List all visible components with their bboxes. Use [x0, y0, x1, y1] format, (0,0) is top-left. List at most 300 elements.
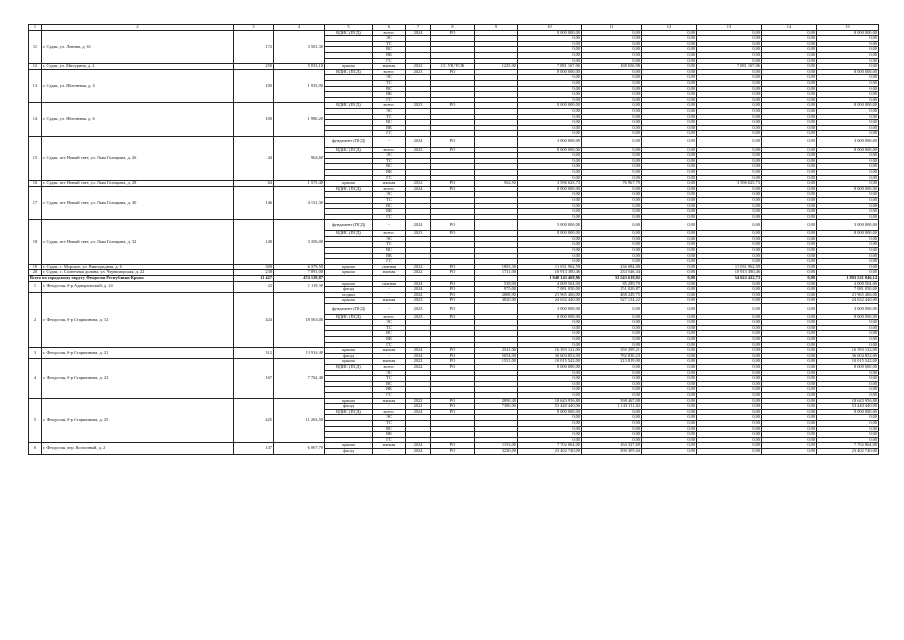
data-cell: 0,00 — [762, 247, 817, 253]
data-cell: 0,00 — [762, 36, 817, 42]
data-cell: 0,00 — [582, 86, 642, 92]
row-number: 16 — [29, 181, 42, 187]
data-cell: 0,00 — [582, 209, 642, 215]
data-cell: 0,00 — [582, 36, 642, 42]
data-cell: ВК — [373, 253, 406, 259]
data-cell: 0,00 — [762, 404, 817, 410]
data-cell: 538,00 — [475, 281, 518, 287]
data-cell: 0,00 — [582, 108, 642, 114]
data-cell: 0,00 — [817, 209, 879, 215]
data-cell: фундамент (ПСД) — [325, 220, 373, 231]
data-cell: 0,00 — [518, 125, 582, 131]
data-cell: ЭС — [373, 75, 406, 81]
data-cell: 8 000 000,00 — [817, 30, 879, 36]
data-cell: - — [373, 303, 406, 314]
data-cell: 0,00 — [642, 58, 697, 64]
data-cell: 0,00 — [642, 253, 697, 259]
data-cell: крыша — [325, 298, 373, 304]
data-cell: ЭС — [373, 192, 406, 198]
data-cell: 0,00 — [817, 58, 879, 64]
data-cell: 21 965 466,00 — [817, 292, 879, 298]
data-cell: 0,00 — [817, 158, 879, 164]
row-number: 13 — [29, 69, 42, 103]
data-cell: 2023 — [406, 298, 431, 304]
data-cell: 8 000 000,00 — [817, 409, 879, 415]
data-cell: 0,00 — [697, 186, 762, 192]
data-cell: ВС — [373, 247, 406, 253]
data-cell: 0,00 — [582, 125, 642, 131]
data-cell: ВК — [373, 209, 406, 215]
apartments-cell: 44 — [234, 136, 274, 180]
data-cell: 0,00 — [582, 253, 642, 259]
data-cell: 0,00 — [697, 348, 762, 354]
row-number: 5 — [29, 398, 42, 443]
data-cell: 0,00 — [817, 192, 879, 198]
data-cell: 0,00 — [817, 370, 879, 376]
data-cell: 0,00 — [642, 136, 697, 147]
data-cell: 0,00 — [697, 420, 762, 426]
data-cell: 0,00 — [762, 275, 817, 281]
data-cell: РО — [431, 181, 475, 187]
data-cell: 0,00 — [697, 365, 762, 371]
data-cell: ВС — [373, 86, 406, 92]
data-cell: 2024 — [406, 409, 431, 415]
data-cell: 0,00 — [697, 114, 762, 120]
data-cell: всего: — [373, 147, 406, 153]
data-cell: 0,00 — [762, 281, 817, 287]
data-cell: 0,00 — [642, 298, 697, 304]
data-cell: 0,00 — [582, 381, 642, 387]
data-cell: 0,00 — [697, 203, 762, 209]
data-cell: 2025 — [406, 147, 431, 153]
data-cell: 0,00 — [817, 36, 879, 42]
data-cell: 2022 — [406, 264, 431, 270]
data-cell: 0,00 — [582, 69, 642, 75]
data-cell: 24 632 440,00 — [518, 298, 582, 304]
data-cell: 2023 — [406, 303, 431, 314]
address-cell: г. Феодосия, б-р Адмиральский, д. 24 — [42, 281, 234, 292]
data-cell: 0,00 — [762, 58, 817, 64]
data-cell: 3 000 000,00 — [518, 136, 582, 147]
data-cell: 0,00 — [697, 242, 762, 248]
data-cell: 4 009 504,00 — [817, 281, 879, 287]
data-cell: 0,00 — [697, 131, 762, 137]
data-cell: 8 000 000,00 — [518, 365, 582, 371]
data-cell: 0,00 — [762, 331, 817, 337]
area-cell: 1 935,00 — [274, 69, 325, 103]
data-cell: 0,00 — [518, 58, 582, 64]
data-cell: 0,00 — [582, 259, 642, 265]
data-cell: ВК — [373, 92, 406, 98]
data-cell: 0,00 — [642, 381, 697, 387]
address-cell: г. Судак, пгт Новый свет, ул. Льва Голицына, д. 30 — [42, 186, 234, 220]
data-cell: 2890,40 — [475, 398, 518, 404]
data-cell: 3 000 000,00 — [817, 220, 879, 231]
apartments-cell: 300 — [234, 264, 274, 270]
apartments-cell: 146 — [234, 186, 274, 220]
data-cell: 0,00 — [817, 181, 879, 187]
data-cell: 0,00 — [582, 120, 642, 126]
data-cell: 2024 — [406, 292, 431, 298]
data-cell: ВДИС (ПСД) — [325, 409, 373, 415]
data-cell: 0,00 — [697, 153, 762, 159]
data-cell: 0,00 — [582, 220, 642, 231]
data-cell: 0,00 — [762, 231, 817, 237]
data-cell: 0,00 — [817, 426, 879, 432]
address-cell: г. Судак, пгт Новый свет, ул. Льва Голицына, д. 28 — [42, 181, 234, 187]
data-cell: 0,00 — [642, 36, 697, 42]
data-cell: 0,00 — [697, 30, 762, 36]
apartments-cell: 250 — [234, 64, 274, 70]
data-cell: 8 000 000,00 — [518, 30, 582, 36]
data-cell: РО — [431, 231, 475, 237]
data-cell: 0,00 — [518, 203, 582, 209]
data-cell: РО — [431, 264, 475, 270]
data-cell: 0,00 — [762, 192, 817, 198]
data-cell: 0,00 — [642, 125, 697, 131]
data-cell: 0,00 — [697, 69, 762, 75]
data-cell: 0,00 — [817, 432, 879, 438]
apartments-cell: 238 — [234, 270, 274, 276]
data-cell: РО — [431, 292, 475, 298]
data-cell: 0,00 — [642, 303, 697, 314]
column-number-header: 15 — [817, 25, 879, 31]
data-cell: 0,00 — [697, 80, 762, 86]
apartments-cell: 312 — [234, 348, 274, 359]
data-cell: 0,00 — [518, 198, 582, 204]
data-cell: 24 632 440,00 — [817, 298, 879, 304]
data-cell: ТС — [373, 420, 406, 426]
data-cell: 54 622 422,73 — [697, 275, 762, 281]
data-cell: 0,00 — [642, 242, 697, 248]
data-cell: 0,00 — [582, 370, 642, 376]
data-cell: 0,00 — [697, 432, 762, 438]
data-cell: 0,00 — [582, 331, 642, 337]
area-cell: 1 575,40 — [274, 181, 325, 187]
data-cell: 0,00 — [817, 52, 879, 58]
data-cell: ВК — [373, 52, 406, 58]
data-cell: РО — [431, 303, 475, 314]
data-cell: ЭС — [373, 153, 406, 159]
repair-program-sheet — [28, 24, 878, 455]
data-cell: 0,00 — [762, 47, 817, 53]
data-cell: 0,00 — [762, 125, 817, 131]
data-cell: 0,00 — [697, 192, 762, 198]
data-cell: 0,00 — [697, 409, 762, 415]
area-cell: 474 129,87 — [274, 275, 325, 281]
data-cell: 0,00 — [762, 292, 817, 298]
column-number-header: 11 — [582, 25, 642, 31]
data-cell: 0,00 — [582, 147, 642, 153]
data-cell: крыша — [325, 281, 373, 287]
row-number: 12 — [29, 64, 42, 70]
data-cell: ЭС — [373, 370, 406, 376]
data-cell: 0,00 — [582, 97, 642, 103]
data-cell: 0,00 — [642, 342, 697, 348]
data-cell: РО — [431, 147, 475, 153]
data-cell: 0,00 — [518, 376, 582, 382]
data-cell: 0,00 — [642, 153, 697, 159]
data-cell: 0,00 — [582, 415, 642, 421]
data-cell: 0,00 — [817, 86, 879, 92]
data-cell: 0,00 — [762, 348, 817, 354]
data-cell: 0,00 — [697, 320, 762, 326]
data-cell: 0,00 — [762, 337, 817, 343]
data-cell: 0,00 — [642, 331, 697, 337]
data-cell: 0,00 — [582, 214, 642, 220]
data-cell: мягкая — [373, 270, 406, 276]
data-cell: 0,00 — [582, 303, 642, 314]
data-cell: 0,00 — [582, 92, 642, 98]
data-cell: 0,00 — [642, 270, 697, 276]
data-cell: 0,00 — [582, 170, 642, 176]
data-cell: 398 467,08 — [582, 398, 642, 404]
data-cell: 0,00 — [697, 236, 762, 242]
apartments-cell: 64 — [234, 181, 274, 187]
data-cell: ГС — [373, 58, 406, 64]
data-cell: 0,00 — [762, 136, 817, 147]
data-cell: 0,00 — [582, 320, 642, 326]
data-cell: ЭС — [373, 320, 406, 326]
data-cell: 0,00 — [762, 420, 817, 426]
data-cell: ТС — [373, 114, 406, 120]
data-cell: 0,00 — [518, 158, 582, 164]
data-cell: 0,00 — [762, 376, 817, 382]
data-cell: 8 000 000,00 — [518, 186, 582, 192]
data-cell: 0,00 — [582, 58, 642, 64]
data-cell: 16 393 122,00 — [817, 348, 879, 354]
data-cell: 0,00 — [582, 242, 642, 248]
data-cell: 8 000 000,00 — [817, 147, 879, 153]
data-cell: всего: — [373, 409, 406, 415]
data-cell: 7380,00 — [475, 404, 518, 410]
data-cell: 18 643 956,80 — [518, 398, 582, 404]
data-cell: крыша — [325, 398, 373, 404]
data-cell: 0,00 — [642, 264, 697, 270]
data-cell: 0,00 — [642, 404, 697, 410]
data-cell: 2022 — [406, 398, 431, 404]
data-cell: 0,00 — [762, 359, 817, 365]
data-cell — [475, 136, 518, 147]
apartments-cell: 147 — [234, 443, 274, 454]
data-cell: 0,00 — [642, 158, 697, 164]
data-cell: 8 000 000,00 — [518, 314, 582, 320]
data-cell: 0,00 — [697, 47, 762, 53]
data-cell: 0,00 — [762, 264, 817, 270]
data-cell: 2024 — [406, 443, 431, 449]
data-cell: фасад — [325, 287, 373, 293]
data-cell: 36 604 852,00 — [817, 353, 879, 359]
data-cell: 0,00 — [697, 253, 762, 259]
data-cell: 0,00 — [762, 320, 817, 326]
data-cell: ЭС — [373, 236, 406, 242]
data-cell: 5054,00 — [475, 353, 518, 359]
data-cell: 0,00 — [582, 198, 642, 204]
data-cell: ТС — [373, 242, 406, 248]
column-number-header: 3 — [234, 25, 274, 31]
data-cell: ЭС — [373, 36, 406, 42]
data-cell: 0,00 — [642, 64, 697, 70]
data-cell: 0,00 — [642, 220, 697, 231]
data-cell: РО — [431, 398, 475, 404]
data-cell: 0,00 — [762, 52, 817, 58]
data-cell: 8 000 000,00 — [817, 103, 879, 109]
data-cell: 36 604 852,00 — [518, 353, 582, 359]
data-cell: 0,00 — [817, 264, 879, 270]
apartments-cell: 22 — [234, 281, 274, 292]
data-cell: 2022 — [406, 64, 431, 70]
data-cell: 0,00 — [642, 75, 697, 81]
data-cell: 7 702 864,00 — [518, 443, 582, 449]
data-cell: 0,00 — [817, 437, 879, 443]
data-cell: 0,00 — [642, 120, 697, 126]
area-cell: 3 501,30 — [274, 30, 325, 64]
data-cell: ВС — [373, 381, 406, 387]
data-cell: всего: — [373, 314, 406, 320]
data-cell: 2541,00 — [475, 348, 518, 354]
data-cell: 0,00 — [642, 448, 697, 454]
data-cell: 0,00 — [762, 426, 817, 432]
data-cell: РО — [431, 103, 475, 109]
apartments-cell: 424 — [234, 292, 274, 348]
data-cell: 0,00 — [817, 247, 879, 253]
data-cell: 164 327,69 — [582, 443, 642, 449]
data-cell: 0,00 — [697, 75, 762, 81]
data-cell: 0,00 — [697, 398, 762, 404]
apartments-cell: 172 — [234, 30, 274, 64]
data-cell: 0,00 — [642, 103, 697, 109]
data-cell: 0,00 — [697, 314, 762, 320]
data-cell: 0,00 — [642, 426, 697, 432]
data-cell: 0,00 — [642, 398, 697, 404]
data-cell: РО — [431, 298, 475, 304]
data-cell: 0,00 — [642, 80, 697, 86]
data-cell: 0,00 — [762, 92, 817, 98]
data-cell: СС УК/ТСЖ — [431, 64, 475, 70]
program-table — [28, 24, 879, 455]
data-cell: 0,00 — [582, 325, 642, 331]
data-cell: 0,00 — [762, 30, 817, 36]
data-cell: 0,00 — [697, 136, 762, 147]
data-cell: 11 031 962,59 — [518, 264, 582, 270]
row-number: 18 — [29, 220, 42, 264]
data-cell: 0,00 — [817, 342, 879, 348]
data-cell: 2022 — [406, 359, 431, 365]
data-cell: 0,00 — [762, 298, 817, 304]
data-cell: 2024 — [406, 287, 431, 293]
data-cell: 0,00 — [582, 136, 642, 147]
data-cell: 0,00 — [518, 75, 582, 81]
data-cell: 0,00 — [817, 198, 879, 204]
data-cell: 0,00 — [817, 331, 879, 337]
address-cell: г. Феодосия, б-р Старшинова, д. 12 — [42, 292, 234, 348]
data-cell: 0,00 — [697, 198, 762, 204]
data-cell: 33 543 618,82 — [582, 275, 642, 281]
data-cell: 2024 — [406, 365, 431, 371]
data-cell: 0,00 — [762, 75, 817, 81]
data-cell: 0,00 — [762, 387, 817, 393]
address-cell: г. Судак, ул. Мичурина, д. 2 — [42, 64, 234, 70]
data-cell: 0,00 — [697, 97, 762, 103]
data-cell: 1803,30 — [475, 264, 518, 270]
data-cell: 10 015 542,00 — [518, 359, 582, 365]
column-number-header: 10 — [518, 25, 582, 31]
data-cell: 0,00 — [518, 331, 582, 337]
data-cell: 0,00 — [518, 209, 582, 215]
data-cell: 0,00 — [582, 103, 642, 109]
data-cell: 0,00 — [697, 298, 762, 304]
data-cell: 0,00 — [817, 120, 879, 126]
column-number-header: 6 — [373, 25, 406, 31]
data-cell: 0,00 — [697, 214, 762, 220]
data-cell: 0,00 — [582, 342, 642, 348]
area-cell: 964,60 — [274, 136, 325, 180]
data-cell: 0,00 — [762, 186, 817, 192]
address-cell: г. Феодосия, б-р Старшинова, д. 21 — [42, 348, 234, 359]
data-cell: 0,00 — [817, 97, 879, 103]
data-cell: 0,00 — [762, 353, 817, 359]
data-cell: 0,00 — [518, 325, 582, 331]
data-cell: 3820,00 — [475, 298, 518, 304]
data-cell: 4 009 504,00 — [518, 281, 582, 287]
data-cell: 0,00 — [697, 437, 762, 443]
address-cell: г. Феодосия, б-р Старшинова, д. 25 — [42, 398, 234, 443]
data-cell: мягкая — [373, 64, 406, 70]
data-cell: ТС — [373, 80, 406, 86]
data-cell: 0,00 — [817, 381, 879, 387]
data-cell: 0,00 — [642, 348, 697, 354]
data-cell: 0,00 — [817, 337, 879, 343]
data-cell: 0,00 — [518, 192, 582, 198]
data-cell: 350 299,21 — [582, 348, 642, 354]
data-cell: 0,00 — [642, 314, 697, 320]
row-number: 20 — [29, 270, 42, 276]
data-cell: 0,00 — [642, 287, 697, 293]
data-cell: ВС — [373, 331, 406, 337]
data-cell: фасад — [325, 353, 373, 359]
data-cell: ГС — [373, 437, 406, 443]
data-cell: 0,00 — [817, 80, 879, 86]
data-cell: 0,00 — [642, 275, 697, 281]
data-cell: 0,00 — [817, 41, 879, 47]
data-cell: 0,00 — [817, 75, 879, 81]
data-cell: 0,00 — [817, 131, 879, 137]
data-cell: 0,00 — [762, 342, 817, 348]
address-cell: г. Судак, ул. Яблоневая, д. 6 — [42, 103, 234, 137]
data-cell: ВДИС (ПСД) — [325, 103, 373, 109]
data-cell: РО — [431, 136, 475, 147]
data-cell: 8 000 000,00 — [518, 231, 582, 237]
data-cell: 0,00 — [762, 131, 817, 137]
data-cell: 0,00 — [762, 325, 817, 331]
address-cell: г. Судак, с. Морское, ул. Виноградная, д. 6 — [42, 264, 234, 270]
data-cell: ВС — [373, 47, 406, 53]
data-cell: 0,00 — [817, 92, 879, 98]
column-number-header: 2 — [42, 25, 234, 31]
data-cell: 3 000 000,00 — [817, 303, 879, 314]
data-cell: 0,00 — [762, 303, 817, 314]
data-cell: 0,00 — [518, 114, 582, 120]
data-cell: 0,00 — [518, 41, 582, 47]
data-cell: 0,00 — [642, 437, 697, 443]
data-cell: РО — [431, 404, 475, 410]
data-cell: 0,00 — [697, 147, 762, 153]
row-number: 19 — [29, 264, 42, 270]
data-cell: 0,00 — [642, 325, 697, 331]
data-cell: 0,00 — [697, 247, 762, 253]
data-cell: 0,00 — [697, 209, 762, 215]
data-cell: 0,00 — [642, 337, 697, 343]
